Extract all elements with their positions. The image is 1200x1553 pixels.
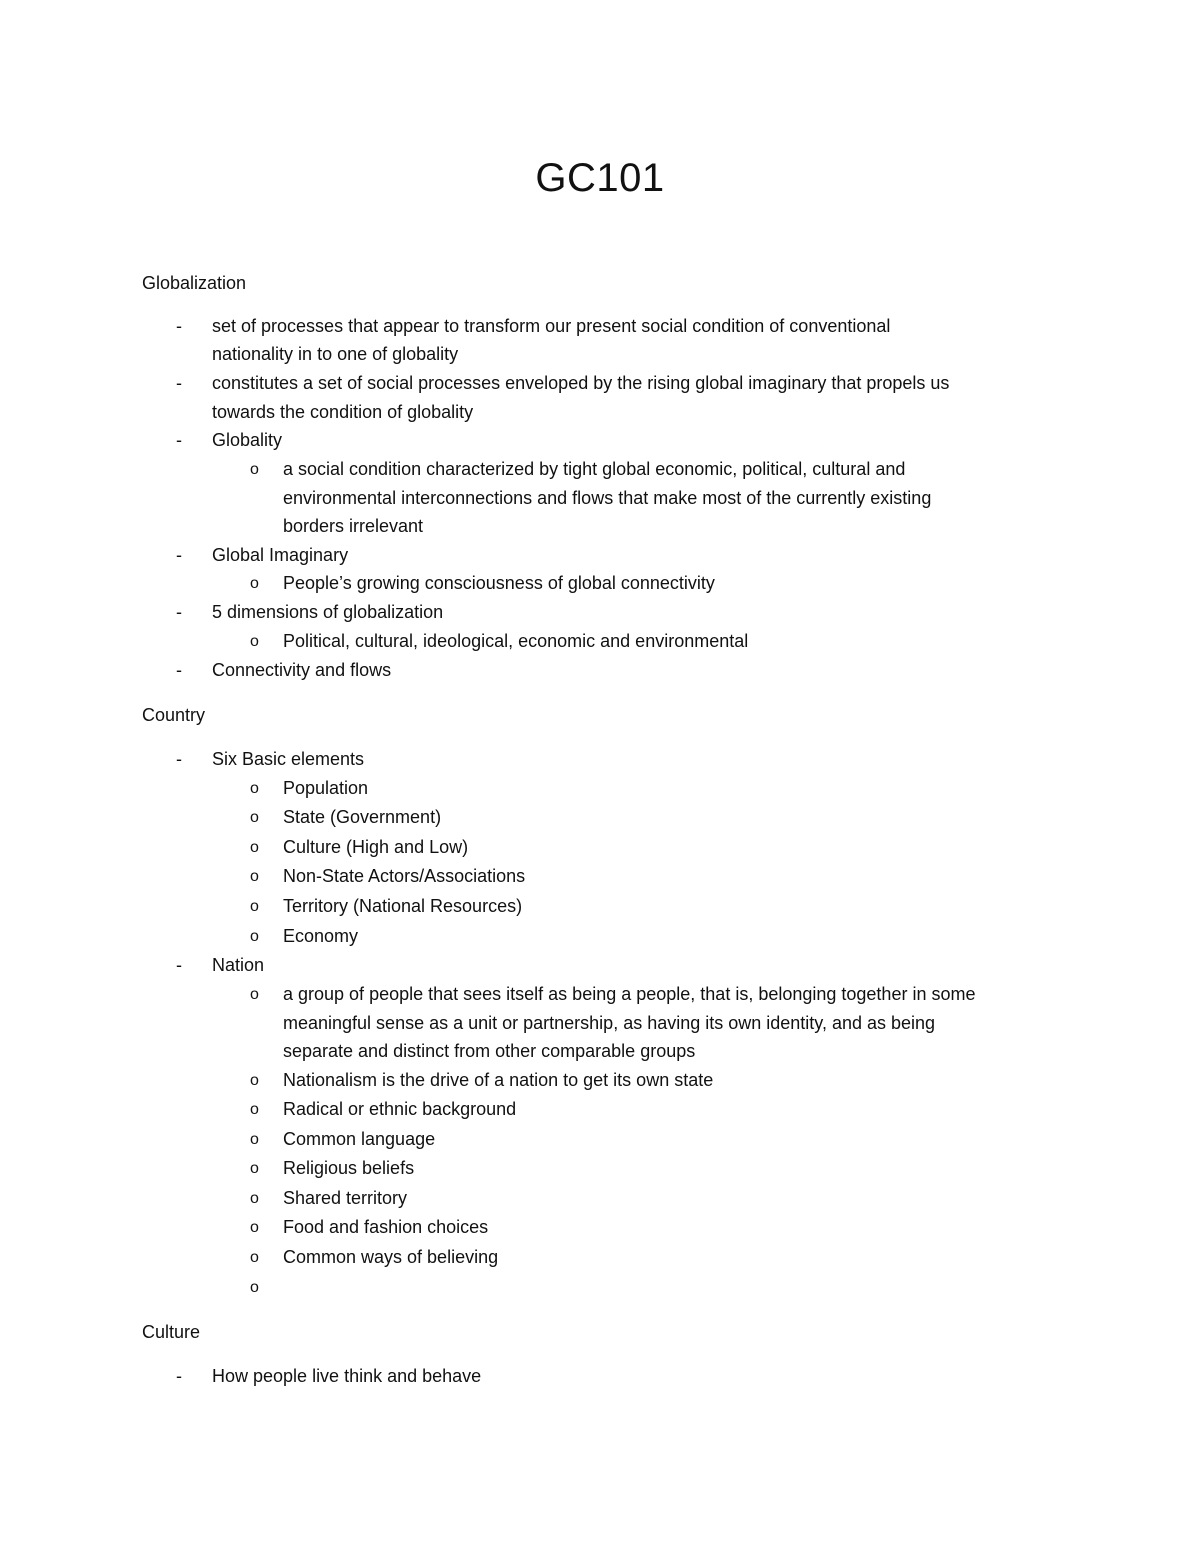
document-page: GC101 Globalization - set of processes that appear to transform our present social condition of conventional nationality in to one of globality - constitutes a set of social processes enveloped by the rising global imaginary that propels us towards the condition of globality - Globality o a social condition characterized by tight global economic, political, cultural and environmental interconnections and flows that make most of the currently existing borders irrelevant - Global Imaginary o People’s growing consciousness of global connectivity - 5 dimensions of globalization o Political, cultural, ideological, economic and environmental - Connectivity and flows Country - Six Basic elements o Population o State (Government) o Culture (High and Low) o Non-State Actors/Associations o Territory (National Resources) o Economy - Nation o a group of people that sees itself as being a people, that is, belonging together in some meaningful sense as a unit or partnership, as having its own identity, and as being separate and distinct from other comparable groups o Nationalism is the drive of a nation to get its own state o Radical or ethnic background o Common language o Religious beliefs o Shared territory o Food and fashion choices o Common ways of believing o Culture - How people live think and behave: [0, 0, 1200, 1553]
dash-bullet: -: [176, 1366, 182, 1386]
dash-bullet: -: [176, 373, 182, 393]
dash-bullet: -: [176, 430, 182, 450]
circle-bullet: o: [250, 1101, 259, 1118]
circle-bullet: o: [250, 986, 259, 1003]
circle-bullet: o: [250, 839, 259, 856]
circle-bullet: o: [250, 1279, 259, 1296]
circle-bullet: o: [250, 780, 259, 797]
circle-bullet: o: [250, 1219, 259, 1236]
circle-bullet: o: [250, 1131, 259, 1148]
page-title: GC101: [535, 156, 665, 200]
circle-bullet: o: [250, 1190, 259, 1207]
circle-bullet: o: [250, 575, 259, 592]
circle-bullet: o: [250, 1160, 259, 1177]
circle-bullet: o: [250, 928, 259, 945]
section-heading-country: Country: [142, 705, 206, 725]
dash-bullet: -: [176, 660, 182, 680]
circle-bullet: o: [250, 461, 259, 478]
section-heading-culture: Culture: [142, 1322, 201, 1342]
section-heading-globalization: Globalization: [142, 273, 247, 293]
circle-bullet: o: [250, 633, 259, 650]
dash-bullet: -: [176, 955, 182, 975]
circle-bullet: o: [250, 1249, 259, 1266]
dash-bullet: -: [176, 602, 182, 622]
circle-bullet: o: [250, 1072, 259, 1089]
circle-bullet: o: [250, 809, 259, 826]
dash-bullet: -: [176, 316, 182, 336]
dash-bullet: -: [176, 749, 182, 769]
dash-bullet: -: [176, 545, 182, 565]
circle-bullet: o: [250, 868, 259, 885]
circle-bullet: o: [250, 898, 259, 915]
